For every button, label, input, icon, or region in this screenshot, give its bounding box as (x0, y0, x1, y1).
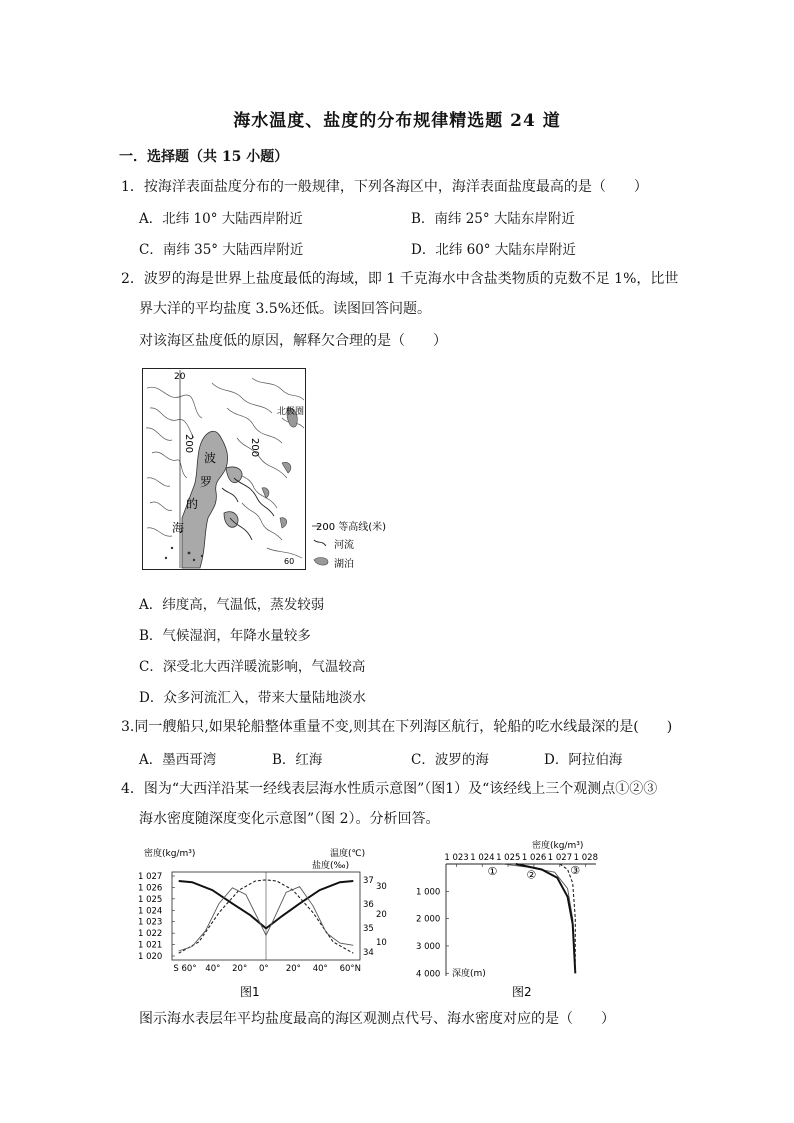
fig2-x-tick: 1 026 (521, 853, 547, 863)
baltic-sea-map (142, 368, 392, 573)
arctic-circle-label: 北极圈 (277, 407, 305, 417)
fig1-salinity-tick: 35 (363, 924, 374, 934)
q3-option-d[interactable]: D．阿拉伯海 (544, 752, 623, 768)
legend-contour: 200 等高线(米) (316, 522, 387, 533)
fig2-x-tick: 1 028 (573, 853, 598, 863)
contour-label-200-b: 200 (249, 438, 260, 458)
fig1-temperature-tick: 30 (376, 882, 387, 892)
sea-char-4: 海 (172, 521, 185, 535)
fig2-y-tick: 1 000 (416, 887, 441, 898)
q3-option-c[interactable]: C．波罗的海 (411, 752, 489, 768)
fig2-series-line-1 (516, 864, 576, 973)
fig1-density-tick: 1 021 (138, 940, 163, 951)
fig1-x-tick: 40° (312, 964, 328, 974)
fig1-ylabel-left: 密度(kg/m³) (144, 849, 196, 859)
q3-option-b[interactable]: B．红海 (272, 752, 323, 768)
fig2-xlabel: 密度(kg/m³) (532, 841, 584, 851)
fig2-x-tick: 1 025 (496, 853, 521, 863)
contour-label-200-a: 200 (183, 434, 194, 454)
legend-river-icon (314, 540, 326, 546)
fig1-temperature-tick: 10 (376, 938, 387, 948)
fig1-x-tick: 60°N (339, 964, 362, 974)
section-heading: 一．选择题（共 15 小题） (119, 149, 289, 165)
fig2-series-line-0 (503, 864, 575, 973)
q2-option-c[interactable]: C．深受北大西洋暖流影响，气温较高 (139, 659, 366, 675)
fig1-density-tick: 1 020 (138, 952, 163, 962)
q2-option-a[interactable]: A．纬度高，气温低，蒸发较弱 (139, 597, 325, 613)
sea-char-1: 波 (204, 451, 217, 465)
legend-lake: 湖泊 (334, 559, 354, 570)
lat-label-60: 60 (284, 557, 295, 566)
fig1-density-tick: 1 022 (138, 929, 163, 940)
fig1-density-tick: 1 026 (138, 883, 163, 894)
fig1-x-tick: 40° (205, 964, 221, 974)
q2-stem-line2: 界大洋的平均盐度 3.5%还低。读图回答问题。 (139, 301, 432, 317)
fig1-temperature-tick: 20 (376, 910, 387, 920)
fig1-salinity-tick: 36 (363, 900, 374, 910)
map-legend (312, 520, 386, 570)
sea-char-3: 的 (186, 497, 199, 511)
q4-stem-line2: 海水密度随深度变化示意图”（图 2）。分析回答。 (139, 811, 440, 827)
fig2-caption: 图2 (512, 985, 532, 999)
fig1-density-tick: 1 024 (138, 906, 163, 917)
fig2-y-tick: 2 000 (416, 914, 441, 925)
q3-stem: 3.同一艘船只,如果轮船整体重量不变,则其在下列海区航行，轮船的吃水线最深的是( ) (121, 719, 673, 735)
q3-option-a[interactable]: A．墨西哥湾 (139, 752, 217, 768)
fig2-y-tick: 4 000 (416, 969, 441, 980)
fig1-x-tick: 20° (285, 964, 301, 974)
fig1-caption: 图1 (240, 985, 260, 999)
fig2-point-label: ① (487, 864, 498, 878)
fig2-point-label: ③ (570, 864, 581, 878)
lat-label-20: 20 (174, 372, 186, 382)
chart-fig2 (416, 841, 612, 1002)
fig1-salinity-tick: 37 (363, 876, 374, 886)
fig1-x-tick: 0° (259, 964, 269, 974)
fig2-ylabel: 深度(m) (452, 969, 486, 979)
fig2-point-label: ② (526, 868, 537, 882)
q4-stem-line1: 4．图为“大西洋沿某一经线表层海水性质示意图”（图1）及“该经线上三个观测点①②③ (121, 781, 658, 797)
legend-lake-icon (314, 558, 328, 566)
fig1-density-tick: 1 027 (138, 872, 163, 882)
page-title: 海水温度、盐度的分布规律精选题 24 道 (233, 111, 561, 131)
fig1-x-tick: S 60° (173, 964, 197, 974)
q4-question: 图示海水表层年平均盐度最高的海区观测点代号、海水密度对应的是（ ） (139, 1011, 615, 1027)
fig1-ylabel-salinity: 盐度(‰) (312, 861, 350, 871)
fig1-density-tick: 1 023 (138, 917, 163, 928)
q1-stem: 1．按海洋表面盐度分布的一般规律，下列各海区中，海洋表面盐度最高的是（ ） (121, 179, 648, 195)
sea-char-2: 罗 (200, 475, 213, 489)
q2-option-b[interactable]: B．气候湿润，年降水量较多 (139, 628, 311, 644)
q2-stem-line3: 对该海区盐度低的原因，解释欠合理的是（ ） (139, 333, 447, 349)
q2-stem-line1: 2．波罗的海是世界上盐度最低的海域，即 1 千克海水中含盐类物质的克数不足 1%，比世 (121, 271, 679, 287)
q2-option-d[interactable]: D．众多河流汇入，带来大量陆地淡水 (139, 690, 366, 706)
fig2-y-tick: 3 000 (416, 941, 441, 952)
q1-option-a[interactable]: A．北纬 10° 大陆西岸附近 (139, 211, 303, 227)
fig2-x-tick: 1 023 (444, 853, 469, 863)
q1-option-c[interactable]: C．南纬 35° 大陆西岸附近 (139, 242, 304, 258)
fig1-density-tick: 1 025 (138, 894, 163, 905)
q1-option-d[interactable]: D．北纬 60° 大陆东岸附近 (411, 242, 576, 258)
fig1-salinity-tick: 34 (363, 948, 374, 958)
fig1-x-tick: 20° (232, 964, 248, 974)
legend-river: 河流 (334, 540, 354, 551)
fig2-x-tick: 1 027 (547, 853, 573, 863)
q1-option-b[interactable]: B．南纬 25° 大陆东岸附近 (411, 211, 575, 227)
fig1-ylabel-temp: 温度(℃) (330, 849, 366, 859)
fig2-x-tick: 1 024 (470, 853, 495, 863)
chart-fig1 (136, 842, 386, 1002)
